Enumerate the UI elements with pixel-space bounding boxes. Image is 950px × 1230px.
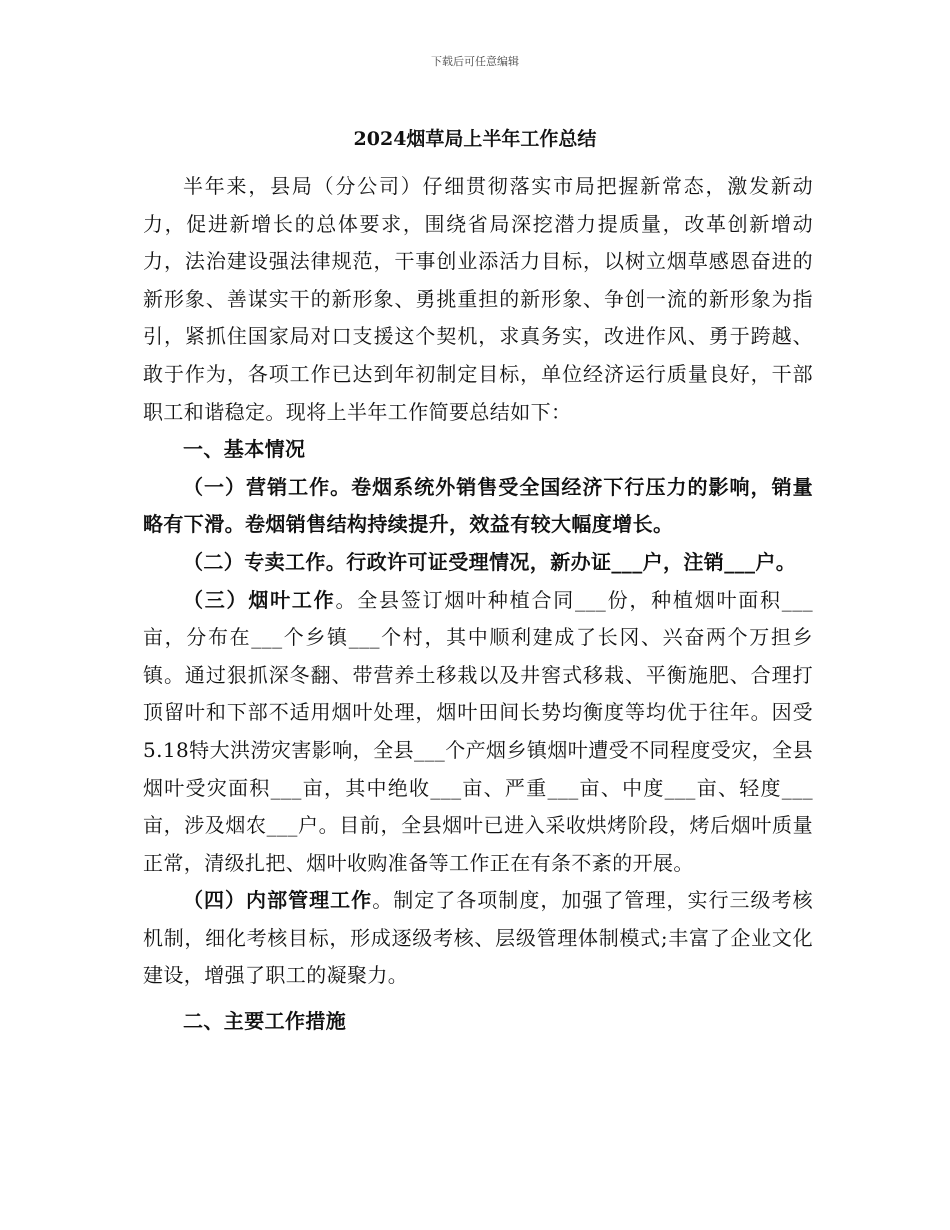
item-internal-management [143,882,813,995]
section-heading-measures: 二、主要工作措施 [183,1009,347,1034]
header-note: 下载后可任意编辑 [431,55,519,68]
item-marketing: （一）营销工作。卷烟系统外销售受全国经济下行压力的影响，销量略有下滑。卷烟销售结构持续提升，效益有较大幅度增长。 [143,474,813,537]
document-body [143,168,813,1041]
section-heading-basic: 一、基本情况 [183,437,306,462]
item-internal-management-lead: （四）内部管理工作 [183,888,373,913]
intro-paragraph: 半年来，县局（分公司）仔细贯彻落实市局把握新常态，激发新动力，促进新增长的总体要求，围绕省局深挖潜力提质量，改革创新增动力，法治建设强法律规范，干事创业添活力目标，以树立烟草感恩奋进的新形象、善谋实干的新形象、勇挑重担的新形象、争创一流的新形象为指引，紧抓住国家局对口支援这个契机，求真务实，改进作风、勇于跨越、敢于作为，各项工作已达到年初制定目标，单位经济运行质量良好，干部职工和谐稳定。现将上半年工作简要总结如下： [143,174,813,424]
item-tobacco-leaf [143,582,813,883]
item-tobacco-leaf-body: 。全县签订烟叶种植合同___份，种植烟叶面积___亩，分布在___个乡镇___个村，其中顺利建成了长冈、兴奋两个万担乡镇。通过狠抓深冬翻、带营养土移栽以及井窖式移栽、平衡施肥、合理打顶留叶和下部不适用烟叶处理，烟叶田间长势均衡度等均优于往年。因受5.18特大洪涝灾害影响，全县___个产烟乡镇烟叶遭受不同程度受灾，全县烟叶受灾面积___亩，其中绝收___亩、严重___亩、中度___亩、轻度___亩，涉及烟农___户。目前，全县烟叶已进入采收烘烤阶段，烤后烟叶质量正常，清级扎把、烟叶收购准备等工作正在有条不紊的开展。 [143,587,813,875]
item-internal-management-body: 。制定了各项制度，加强了管理，实行三级考核机制，细化考核目标，形成逐级考核、层级管理体制模式;丰富了企业文化建设，增强了职工的凝聚力。 [143,888,813,988]
document-title: 2024烟草局上半年工作总结 [353,128,597,150]
item-tobacco-leaf-lead: （三）烟叶工作 [183,587,336,612]
item-monopoly: （二）专卖工作。行政许可证受理情况，新办证___户，注销___户。 [183,549,797,574]
